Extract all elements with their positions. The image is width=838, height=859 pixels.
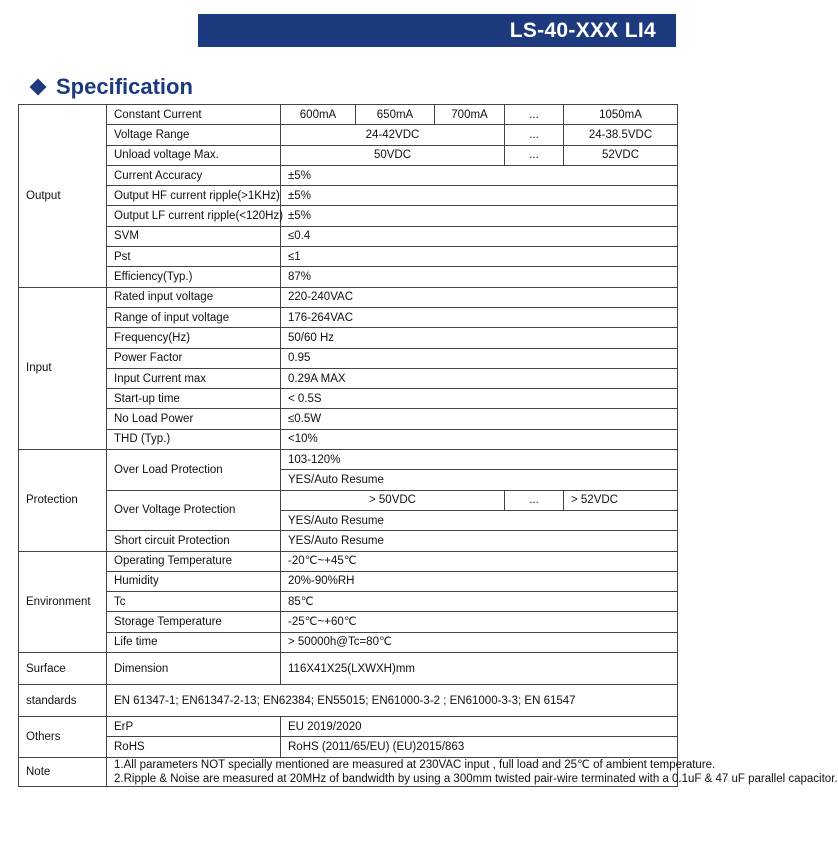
spec-row bbox=[19, 165, 678, 185]
model-banner bbox=[198, 14, 676, 47]
param-value: 24-42VDC bbox=[281, 125, 505, 145]
param-label: Range of input voltage bbox=[107, 307, 281, 327]
param-label: Power Factor bbox=[107, 348, 281, 368]
category-protection: Protection bbox=[19, 450, 107, 551]
category-surface: Surface bbox=[19, 653, 107, 685]
spec-row bbox=[19, 328, 678, 348]
param-label: Over Voltage Protection bbox=[107, 490, 281, 531]
param-label: Voltage Range bbox=[107, 125, 281, 145]
param-value: -25℃~+60℃ bbox=[281, 612, 678, 632]
spec-row bbox=[19, 125, 678, 145]
param-value: 700mA bbox=[435, 105, 505, 125]
param-label: Rated input voltage bbox=[107, 287, 281, 307]
param-label: Constant Current bbox=[107, 105, 281, 125]
category-environment: Environment bbox=[19, 551, 107, 652]
spec-row bbox=[19, 368, 678, 388]
param-value: YES/Auto Resume bbox=[281, 510, 678, 530]
param-value: 0.29A MAX bbox=[281, 368, 678, 388]
param-value: YES/Auto Resume bbox=[281, 531, 678, 551]
param-value: 600mA bbox=[281, 105, 356, 125]
diamond-bullet-icon bbox=[30, 79, 47, 96]
param-label: Humidity bbox=[107, 571, 281, 591]
param-value: 176-264VAC bbox=[281, 307, 678, 327]
param-label: ErP bbox=[107, 717, 281, 737]
param-value: ≤1 bbox=[281, 247, 678, 267]
param-value: 50VDC bbox=[281, 145, 505, 165]
spec-row bbox=[19, 592, 678, 612]
param-value: RoHS (2011/65/EU) (EU)2015/863 bbox=[281, 737, 678, 757]
param-value: 116X41X25(LXWXH)mm bbox=[281, 653, 678, 685]
category-input: Input bbox=[19, 287, 107, 449]
spec-row bbox=[19, 247, 678, 267]
param-value: -20℃~+45℃ bbox=[281, 551, 678, 571]
spec-row bbox=[19, 551, 678, 571]
param-value: 1050mA bbox=[564, 105, 678, 125]
param-value: 85℃ bbox=[281, 592, 678, 612]
spec-row bbox=[19, 307, 678, 327]
param-value: ... bbox=[505, 125, 564, 145]
param-label: Life time bbox=[107, 632, 281, 652]
param-value: 50/60 Hz bbox=[281, 328, 678, 348]
param-value: 87% bbox=[281, 267, 678, 287]
spec-row bbox=[19, 632, 678, 652]
param-label: SVM bbox=[107, 226, 281, 246]
param-value: 52VDC bbox=[564, 145, 678, 165]
spec-row bbox=[19, 409, 678, 429]
model-title: LS-40-XXX LI4 bbox=[509, 19, 656, 42]
spec-row bbox=[19, 450, 678, 470]
spec-row bbox=[19, 757, 678, 786]
spec-row bbox=[19, 145, 678, 165]
param-value: ... bbox=[505, 105, 564, 125]
spec-row bbox=[19, 206, 678, 226]
param-value: <10% bbox=[281, 429, 678, 449]
param-label: Tc bbox=[107, 592, 281, 612]
param-value: > 50VDC bbox=[281, 490, 505, 510]
param-label: Output LF current ripple(<120Hz) bbox=[107, 206, 281, 226]
note-line-2: 2.Ripple & Noise are measured at 20MHz of bandwidth by using a 300mm twisted pair-wire terminated with a 0.1uF & 47 uF parallel capacitor. bbox=[114, 772, 838, 785]
section-title: Specification bbox=[56, 74, 193, 99]
param-label: Storage Temperature bbox=[107, 612, 281, 632]
param-value: ±5% bbox=[281, 186, 678, 206]
param-label: Dimension bbox=[107, 653, 281, 685]
spec-row bbox=[19, 737, 678, 757]
spec-row bbox=[19, 685, 678, 717]
spec-row bbox=[19, 571, 678, 591]
category-others: Others bbox=[19, 717, 107, 758]
param-label: THD (Typ.) bbox=[107, 429, 281, 449]
spec-row bbox=[19, 717, 678, 737]
param-value: YES/Auto Resume bbox=[281, 470, 678, 490]
spec-row bbox=[19, 612, 678, 632]
spec-row bbox=[19, 389, 678, 409]
spec-row bbox=[19, 531, 678, 551]
param-label: Start-up time bbox=[107, 389, 281, 409]
param-label: Over Load Protection bbox=[107, 450, 281, 491]
note-line-1: 1.All parameters NOT specially mentioned are measured at 230VAC input , full load and 25℃ of ambient temperature. bbox=[114, 758, 716, 771]
param-value: 20%-90%RH bbox=[281, 571, 678, 591]
spec-row bbox=[19, 105, 678, 125]
param-label: Unload voltage Max. bbox=[107, 145, 281, 165]
param-value: > 52VDC bbox=[564, 490, 678, 510]
section-heading bbox=[30, 74, 193, 100]
param-label: Efficiency(Typ.) bbox=[107, 267, 281, 287]
category-note: Note bbox=[19, 757, 107, 786]
param-value: ... bbox=[505, 145, 564, 165]
param-value: > 50000h@Tc=80℃ bbox=[281, 632, 678, 652]
param-value: 0.95 bbox=[281, 348, 678, 368]
param-label: Operating Temperature bbox=[107, 551, 281, 571]
param-value: 103-120% bbox=[281, 450, 678, 470]
param-value: 24-38.5VDC bbox=[564, 125, 678, 145]
spec-row bbox=[19, 429, 678, 449]
spec-row bbox=[19, 490, 678, 510]
param-value: ≤0.4 bbox=[281, 226, 678, 246]
param-value: 220-240VAC bbox=[281, 287, 678, 307]
param-label: Current Accuracy bbox=[107, 165, 281, 185]
param-value: 650mA bbox=[356, 105, 435, 125]
param-label: Output HF current ripple(>1KHz) bbox=[107, 186, 281, 206]
category-standards: standards bbox=[19, 685, 107, 717]
param-value: ±5% bbox=[281, 165, 678, 185]
spec-row bbox=[19, 348, 678, 368]
spec-row bbox=[19, 186, 678, 206]
param-value: < 0.5S bbox=[281, 389, 678, 409]
param-label: Pst bbox=[107, 247, 281, 267]
param-label: Short circuit Protection bbox=[107, 531, 281, 551]
param-value: ≤0.5W bbox=[281, 409, 678, 429]
spec-row bbox=[19, 653, 678, 685]
spec-row bbox=[19, 267, 678, 287]
param-label: No Load Power bbox=[107, 409, 281, 429]
param-label: Frequency(Hz) bbox=[107, 328, 281, 348]
param-value: EU 2019/2020 bbox=[281, 717, 678, 737]
param-value: ... bbox=[505, 490, 564, 510]
category-output: Output bbox=[19, 105, 107, 288]
param-label: RoHS bbox=[107, 737, 281, 757]
spec-row bbox=[19, 226, 678, 246]
spec-table bbox=[18, 104, 838, 787]
param-label: Input Current max bbox=[107, 368, 281, 388]
spec-row bbox=[19, 287, 678, 307]
param-value: ±5% bbox=[281, 206, 678, 226]
note-text bbox=[107, 757, 838, 786]
standards-list: EN 61347-1; EN61347-2-13; EN62384; EN55015; EN61000-3-2 ; EN61000-3-3; EN 61547 bbox=[107, 685, 678, 717]
